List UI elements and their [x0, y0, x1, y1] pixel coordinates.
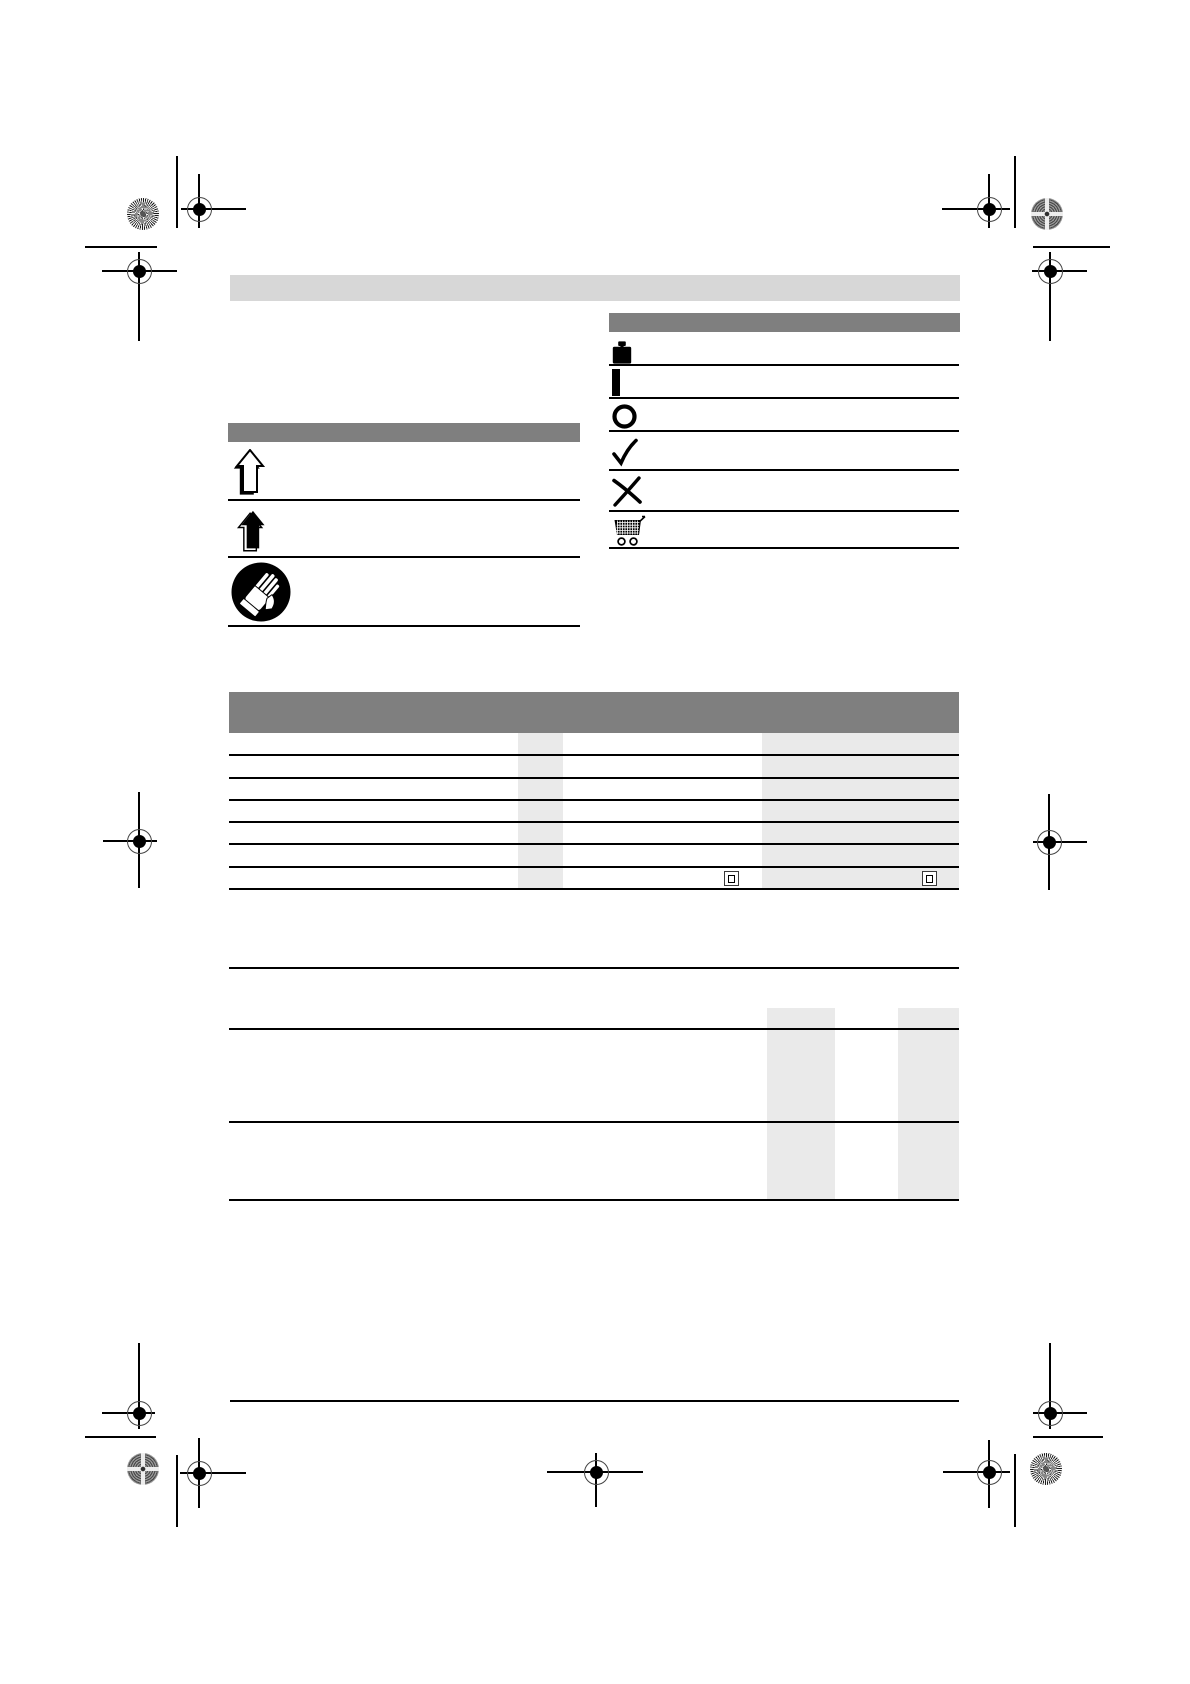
registration-mark: [547, 1453, 643, 1507]
registration-mark: [1033, 794, 1087, 890]
registration-mark: [102, 252, 177, 341]
registration-mark: [942, 174, 1010, 228]
registration-mark: [102, 1343, 155, 1429]
registration-mark: [180, 1438, 246, 1508]
registration-mark: [1033, 1343, 1087, 1429]
registration-mark: [103, 792, 157, 888]
registration-mark: [1032, 252, 1087, 341]
registration-mark: [943, 1440, 1010, 1508]
registration-mark: [181, 174, 246, 228]
